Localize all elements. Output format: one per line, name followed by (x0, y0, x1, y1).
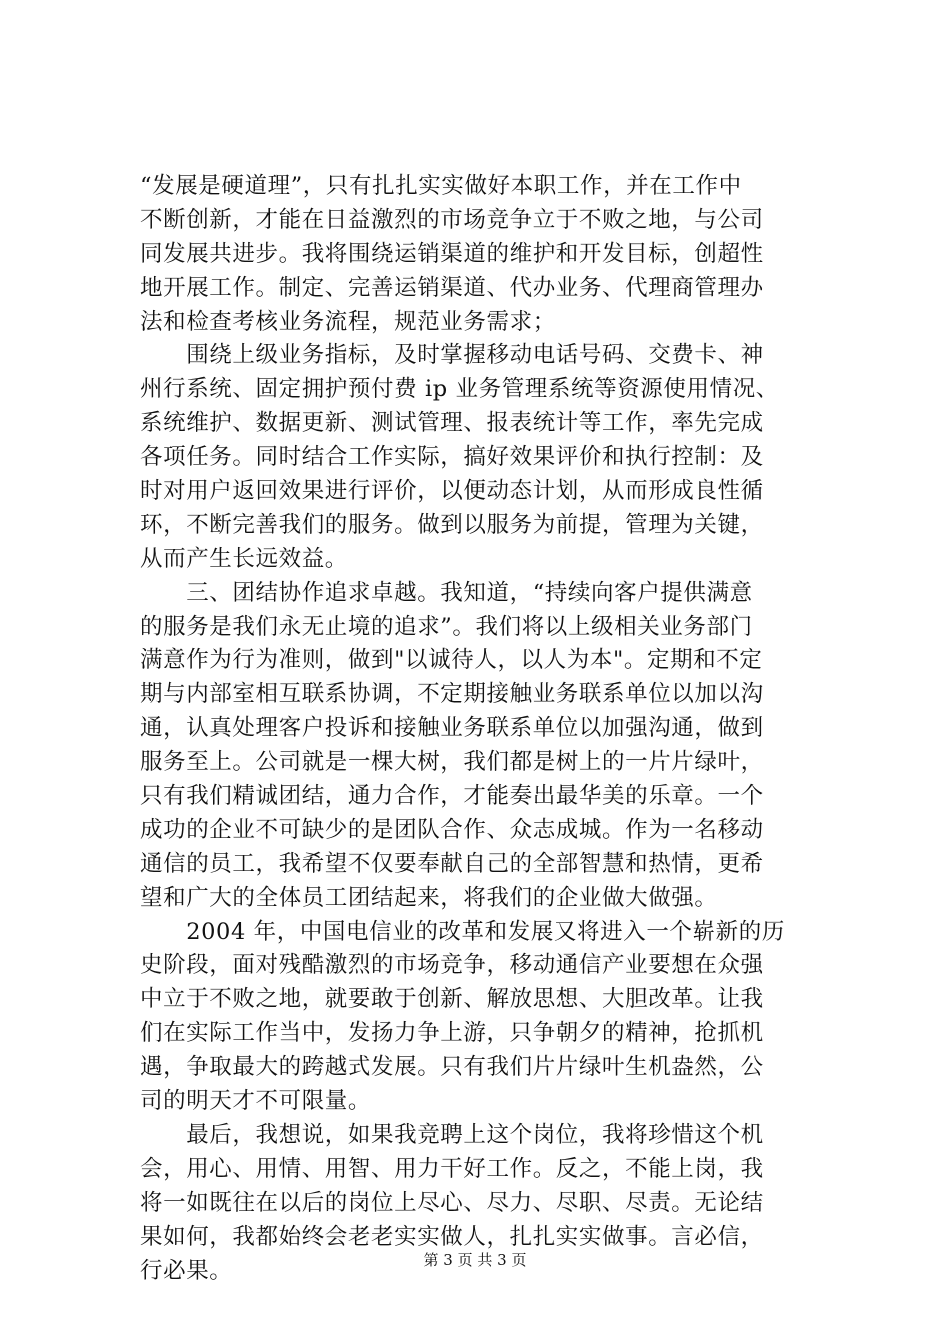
text-line: 将一如既往在以后的岗位上尽心、尽力、尽职、尽责。无论结 (140, 1189, 764, 1216)
text-line: 通信的员工，我希望不仅要奉献自己的全部智慧和热情，更希 (140, 850, 764, 877)
text-line: 最后，我想说，如果我竞聘上这个岗位，我将珍惜这个机 (140, 1121, 764, 1148)
text-line: “发展是硬道理”，只有扎扎实实做好本职工作，并在工作中 (140, 173, 742, 199)
page-number-footer: 第 3 页 共 3 页 (423, 1251, 527, 1269)
text-line: 中立于不败之地，就要敢于创新、解放思想、大胆改革。让我 (140, 986, 764, 1013)
text-line: 通，认真处理客户投诉和接触业务联系单位以加强沟通，做到 (140, 715, 764, 742)
text-line: 只有我们精诚团结，通力合作，才能奏出最华美的乐章。一个 (140, 783, 764, 810)
text-line: 地开展工作。制定、完善运销渠道、代办业务、代理商管理办 (140, 274, 764, 301)
text-line: 们在实际工作当中，发扬力争上游，只争朝夕的精神，抢抓机 (140, 1020, 764, 1047)
text-line: 环，不断完善我们的服务。做到以服务为前提，管理为关键， (140, 511, 764, 538)
text-line: 司的明天才不可限量。 (140, 1088, 372, 1115)
text-line: 服务至上。公司就是一棵大树，我们都是树上的一片片绿叶， (140, 749, 764, 776)
text-line: 不断创新，才能在日益激烈的市场竞争立于不败之地，与公司 (140, 206, 764, 233)
text-line: 各项任务。同时结合工作实际，搞好效果评价和执行控制：及 (140, 444, 764, 471)
text-line: 系统维护、数据更新、测试管理、报表统计等工作，率先完成 (140, 410, 764, 437)
document-body (140, 170, 840, 1288)
text-line: 的服务是我们永无止境的追求”。我们将以上级相关业务部门 (140, 613, 753, 640)
text-line: 时对用户返回效果进行评价，以便动态计划，从而形成良性循 (140, 478, 764, 505)
text-line: 州行系统、固定拥护预付费 ip 业务管理系统等资源使用情况、 (140, 376, 779, 403)
text-line: 成功的企业不可缺少的是团队合作、众志成城。作为一名移动 (140, 816, 764, 843)
text-line: 2004 年，中国电信业的改革和发展又将进入一个崭新的历 (140, 918, 785, 945)
text-line: 期与内部室相互联系协调，不定期接触业务联系单位以加以沟 (140, 681, 764, 708)
text-line: 法和检查考核业务流程，规范业务需求； (140, 308, 556, 335)
text-line: 同发展共进步。我将围绕运销渠道的维护和开发目标，创超性 (140, 240, 764, 267)
text-line: 围绕上级业务指标，及时掌握移动电话号码、交费卡、神 (140, 342, 764, 369)
text-line: 史阶段，面对残酷激烈的市场竞争，移动通信产业要想在众强 (140, 952, 764, 979)
text-line: 三、团结协作追求卓越。我知道，“持续向客户提供满意 (140, 579, 753, 606)
text-line: 从而产生长远效益。 (140, 545, 348, 572)
text-line: 望和广大的全体员工团结起来，将我们的企业做大做强。 (140, 884, 718, 911)
text-line: 遇，争取最大的跨越式发展。只有我们片片绿叶生机盎然，公 (140, 1054, 764, 1081)
text-line: 行必果。 (140, 1257, 233, 1284)
text-line: 会，用心、用情、用智、用力干好工作。反之，不能上岗，我 (140, 1155, 764, 1182)
text-line: 果如何，我都始终会老老实实做人，扎扎实实做事。言必信， (140, 1223, 764, 1250)
text-line: 满意作为行为准则，做到"以诚待人，以人为本"。定期和不定 (140, 647, 763, 674)
